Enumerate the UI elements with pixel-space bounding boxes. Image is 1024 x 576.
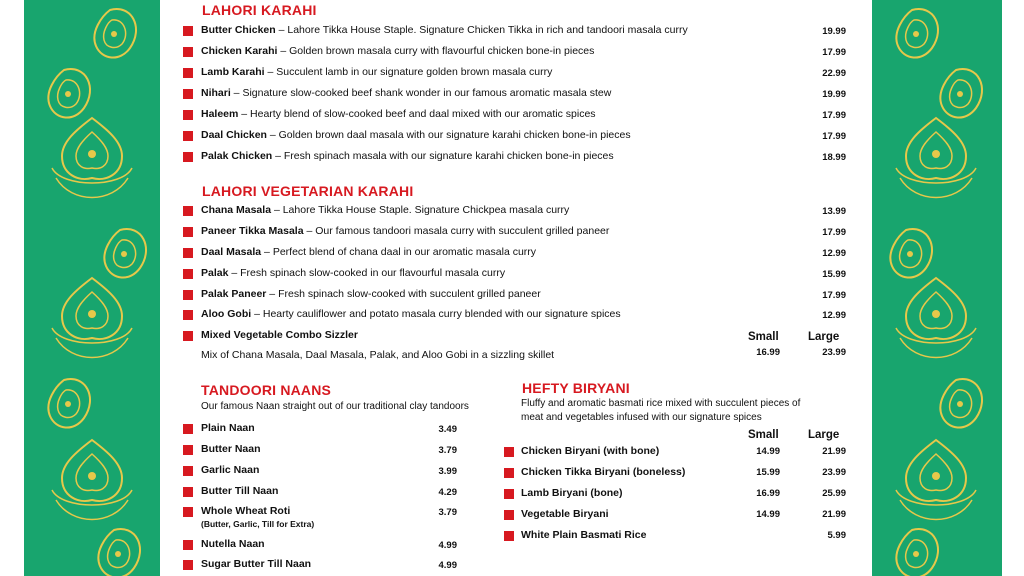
bullet-icon <box>183 248 193 258</box>
item-price: 17.99 <box>822 290 846 301</box>
bullet-icon <box>183 110 193 120</box>
section-heading-tandoori-naans: TANDOORI NAANS <box>201 382 332 398</box>
size-header-large: Large <box>808 429 840 441</box>
item-price: 12.99 <box>822 248 846 259</box>
bullet-icon <box>504 447 514 457</box>
item-price: 17.99 <box>822 131 846 142</box>
item-description: Fresh spinach slow-cooked with succulent grilled paneer <box>278 288 541 300</box>
item-note: (Butter, Garlic, Till for Extra) <box>201 519 315 529</box>
bullet-icon <box>183 290 193 300</box>
section-heading-vegetarian-karahi: LAHORI VEGETARIAN KARAHI <box>202 183 414 199</box>
item-price: 17.99 <box>822 47 846 58</box>
item-description: Signature slow-cooked beef shank wonder in our famous aromatic masala stew <box>242 87 612 99</box>
combo-price-small: 16.99 <box>756 347 780 358</box>
item-separator: – <box>264 66 277 78</box>
item-description: Succulent lamb in our signature golden brown masala curry <box>276 66 553 78</box>
item-price: 17.99 <box>822 227 846 238</box>
bullet-icon <box>183 507 193 517</box>
bullet-icon <box>504 510 514 520</box>
bullet-icon <box>183 227 193 237</box>
item-name: White Plain Basmati Rice <box>521 529 647 541</box>
item-price: 3.99 <box>438 466 457 477</box>
item-price-small: 16.99 <box>756 488 780 499</box>
item-name: Butter Naan <box>201 443 261 455</box>
item-price: 22.99 <box>822 68 846 79</box>
item-name: Chicken Karahi <box>201 45 278 57</box>
item-description: Fresh spinach masala with our signature karahi chicken bone-in pieces <box>283 150 614 162</box>
item-name: Whole Wheat Roti <box>201 505 291 517</box>
item-price: 12.99 <box>822 310 846 321</box>
item-name: Butter Chicken <box>201 24 276 36</box>
bullet-icon <box>183 206 193 216</box>
paisley-ornament-icon <box>24 0 160 576</box>
item-price-small: 14.99 <box>756 446 780 457</box>
item-name: Haleem <box>201 108 239 120</box>
item-description: Hearty cauliflower and potato masala curry blended with our signature spices <box>262 308 621 320</box>
bullet-icon <box>183 47 193 57</box>
item-name: Garlic Naan <box>201 464 260 476</box>
bullet-icon <box>183 331 193 341</box>
left-ornament-border <box>24 0 160 576</box>
item-separator: – <box>238 108 251 120</box>
bullet-icon <box>504 489 514 499</box>
item-name: Chicken Biryani (with bone) <box>521 445 660 457</box>
item-name: Plain Naan <box>201 422 255 434</box>
item-name: Daal Masala <box>201 246 262 258</box>
section-subtitle-line2: meat and vegetables infused with our signature spices <box>521 412 762 423</box>
item-name: Chicken Tikka Biryani (boneless) <box>521 466 686 478</box>
item-description: Lahore Tikka House Staple. Signature Chickpea masala curry <box>282 204 570 216</box>
item-separator: – <box>266 129 279 141</box>
combo-price-large: 23.99 <box>822 347 846 358</box>
item-price: 4.99 <box>438 540 457 551</box>
bullet-icon <box>183 445 193 455</box>
item-price-small: 15.99 <box>756 467 780 478</box>
item-description: Fresh spinach slow-cooked in our flavourful masala curry <box>240 267 506 279</box>
item-name: Lamb Biryani (bone) <box>521 487 623 499</box>
item-description: Hearty blend of slow-cooked beef and daal mixed with our aromatic spices <box>250 108 596 120</box>
item-separator: – <box>251 308 263 320</box>
combo-name: Mixed Vegetable Combo Sizzler <box>201 329 358 341</box>
bullet-icon <box>183 68 193 78</box>
size-header-small: Small <box>748 331 779 343</box>
item-description: Perfect blend of chana daal in our aromatic masala curry <box>272 246 537 258</box>
item-name: Sugar Butter Till Naan <box>201 558 312 570</box>
size-header-small: Small <box>748 429 779 441</box>
bullet-icon <box>183 89 193 99</box>
item-name: Palak Chicken <box>201 150 273 162</box>
item-description: Our famous tandoori masala curry with succulent grilled paneer <box>315 225 610 237</box>
item-price: 17.99 <box>822 110 846 121</box>
item-separator: – <box>275 24 288 36</box>
item-name: Palak Paneer <box>201 288 267 300</box>
item-separator: – <box>277 45 290 57</box>
bullet-icon <box>183 131 193 141</box>
combo-description: Mix of Chana Masala, Daal Masala, Palak, and Aloo Gobi in a sizzling skillet <box>201 349 555 361</box>
bullet-icon <box>183 269 193 279</box>
bullet-icon <box>183 152 193 162</box>
item-name: Nihari <box>201 87 231 99</box>
paisley-ornament-icon <box>872 0 1002 576</box>
item-separator: – <box>230 87 243 99</box>
bullet-icon <box>183 540 193 550</box>
menu-page <box>160 0 872 576</box>
bullet-icon <box>504 531 514 541</box>
item-name: Chana Masala <box>201 204 272 216</box>
item-price-large: 5.99 <box>827 530 846 541</box>
section-subtitle-line1: Fluffy and aromatic basmati rice mixed with succulent pieces of <box>521 398 801 409</box>
item-price: 18.99 <box>822 152 846 163</box>
item-separator: – <box>228 267 241 279</box>
item-price: 4.29 <box>438 487 457 498</box>
item-description: Lahore Tikka House Staple. Signature Chicken Tikka in rich and tandoori masala curry <box>287 24 688 36</box>
item-price: 15.99 <box>822 269 846 280</box>
item-name: Daal Chicken <box>201 129 267 141</box>
item-name: Butter Till Naan <box>201 485 279 497</box>
right-ornament-border <box>872 0 1002 576</box>
item-price: 19.99 <box>822 89 846 100</box>
bullet-icon <box>183 310 193 320</box>
item-separator: – <box>261 246 273 258</box>
item-price: 3.49 <box>438 424 457 435</box>
item-name: Paneer Tikka Masala <box>201 225 304 237</box>
item-separator: – <box>271 204 283 216</box>
item-price: 3.79 <box>438 445 457 456</box>
item-price-large: 21.99 <box>822 509 846 520</box>
item-description: Golden brown masala curry with flavourful chicken bone-in pieces <box>289 45 595 57</box>
size-header-large: Large <box>808 331 840 343</box>
item-name: Palak <box>201 267 229 279</box>
item-name: Lamb Karahi <box>201 66 265 78</box>
item-price-large: 23.99 <box>822 467 846 478</box>
item-separator: – <box>272 150 284 162</box>
item-separator: – <box>303 225 316 237</box>
item-price-large: 25.99 <box>822 488 846 499</box>
section-heading-lahori-karahi: LAHORI KARAHI <box>202 2 317 18</box>
bullet-icon <box>183 26 193 36</box>
item-name: Vegetable Biryani <box>521 508 609 520</box>
bullet-icon <box>504 468 514 478</box>
item-price: 3.79 <box>438 507 457 518</box>
item-price-large: 21.99 <box>822 446 846 457</box>
item-price: 13.99 <box>822 206 846 217</box>
item-separator: – <box>266 288 279 300</box>
item-price-small: 14.99 <box>756 509 780 520</box>
bullet-icon <box>183 424 193 434</box>
item-price: 4.99 <box>438 560 457 571</box>
item-name: Nutella Naan <box>201 538 265 550</box>
bullet-icon <box>183 466 193 476</box>
bullet-icon <box>183 487 193 497</box>
item-price: 19.99 <box>822 26 846 37</box>
item-description: Golden brown daal masala with our signature karahi chicken bone-in pieces <box>278 129 631 141</box>
bullet-icon <box>183 560 193 570</box>
section-subtitle: Our famous Naan straight out of our traditional clay tandoors <box>201 401 469 412</box>
section-heading-hefty-biryani: HEFTY BIRYANI <box>522 380 630 396</box>
item-name: Aloo Gobi <box>201 308 252 320</box>
